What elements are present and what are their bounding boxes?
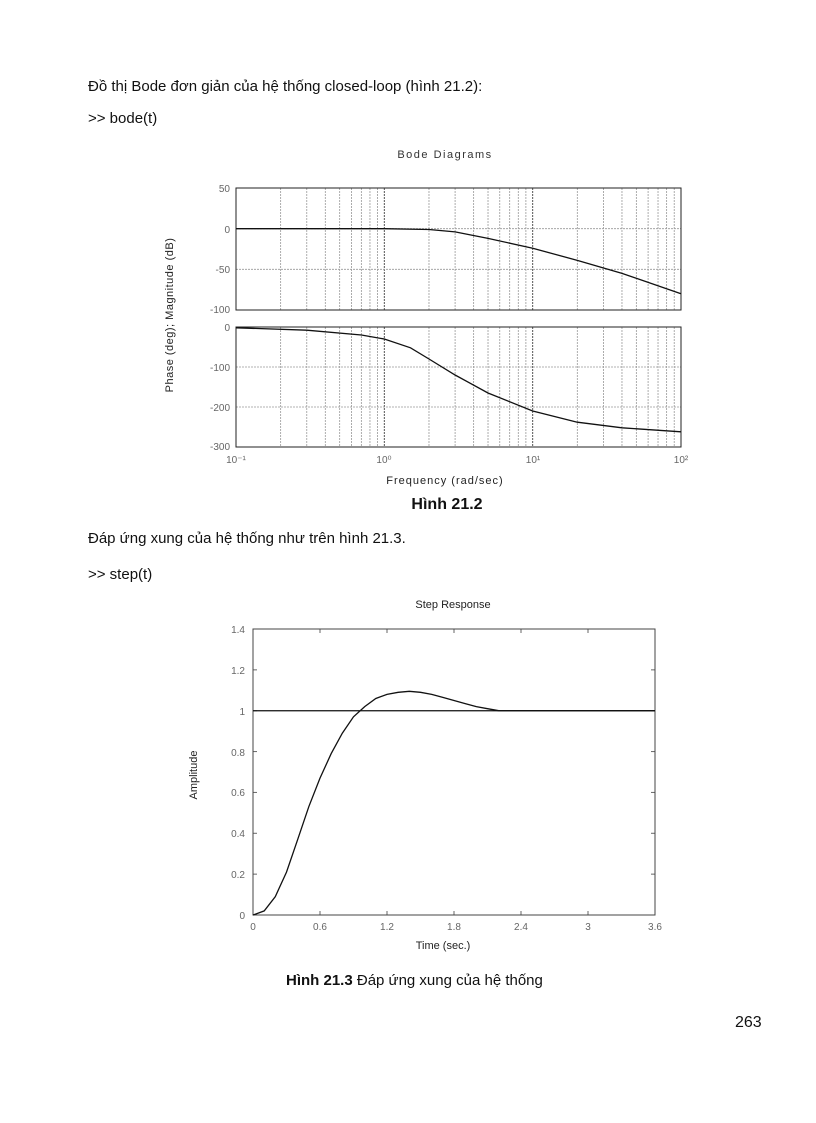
step-axis-ticks — [253, 629, 655, 915]
bode-x-tick-1: 10⁰ — [376, 455, 392, 466]
step-response-series — [253, 691, 655, 915]
step-y-tick-0: 0 — [239, 911, 245, 922]
bode-mag-tick-50: 50 — [218, 184, 230, 195]
bode-mag-tick-m50: -50 — [215, 265, 230, 276]
step-ylabel: Amplitude — [188, 750, 200, 800]
step-x-tick-12: 1.2 — [380, 922, 394, 933]
bode-x-tick-3: 10² — [673, 455, 689, 466]
step-x-tick-06: 0.6 — [313, 922, 327, 933]
bode-ylabel: Phase (deg); Magnitude (dB) — [164, 237, 176, 393]
command-step: >> step(t) — [88, 566, 153, 583]
step-y-tick-08: 0.8 — [231, 748, 245, 759]
step-y-tick-14: 1.4 — [231, 625, 245, 636]
step-x-tick-36: 3.6 — [648, 922, 662, 933]
step-x-tick-0: 0 — [250, 922, 256, 933]
step-paragraph: Đáp ứng xung của hệ thống như trên hình 21.3. — [88, 530, 406, 547]
figure-21-3-label: Hình 21.3 — [286, 972, 353, 989]
bode-x-tick-0: 10⁻¹ — [226, 455, 246, 466]
bode-mag-tick-m100: -100 — [209, 305, 230, 316]
command-bode: >> bode(t) — [88, 110, 158, 127]
bode-phase-tick-m300: -300 — [209, 442, 230, 453]
figure-21-3-caption — [286, 972, 543, 989]
intro-paragraph: Đồ thị Bode đơn giản của hệ thống closed-loop (hình 21.2): — [88, 78, 483, 95]
step-x-tick-3: 3 — [585, 922, 591, 933]
step-x-tick-24: 2.4 — [514, 922, 528, 933]
step-y-tick-02: 0.2 — [231, 870, 245, 881]
bode-phase-tick-m100: -100 — [209, 363, 230, 374]
bode-title: Bode Diagrams — [397, 149, 493, 161]
step-x-tick-18: 1.8 — [447, 922, 461, 933]
step-xlabel: Time (sec.) — [415, 940, 471, 952]
figure-21-2-label-text: Hình 21.2 — [411, 496, 483, 513]
step-y-tick-1: 1 — [239, 707, 245, 718]
bode-x-tick-2: 10¹ — [525, 455, 541, 466]
step-title: Step Response — [415, 599, 491, 611]
step-y-tick-06: 0.6 — [231, 788, 245, 799]
bode-phase-tick-0: 0 — [224, 323, 230, 334]
step-plot-frame — [253, 629, 655, 915]
bode-xlabel: Frequency (rad/sec) — [386, 475, 504, 487]
figure-21-3-caption-text: Đáp ứng xung của hệ thống — [352, 972, 543, 989]
step-y-tick-04: 0.4 — [231, 829, 245, 840]
bode-phase-tick-m200: -200 — [209, 403, 230, 414]
page-number: 263 — [735, 1014, 762, 1031]
bode-mag-tick-0: 0 — [224, 225, 230, 236]
step-y-tick-12: 1.2 — [231, 666, 245, 677]
